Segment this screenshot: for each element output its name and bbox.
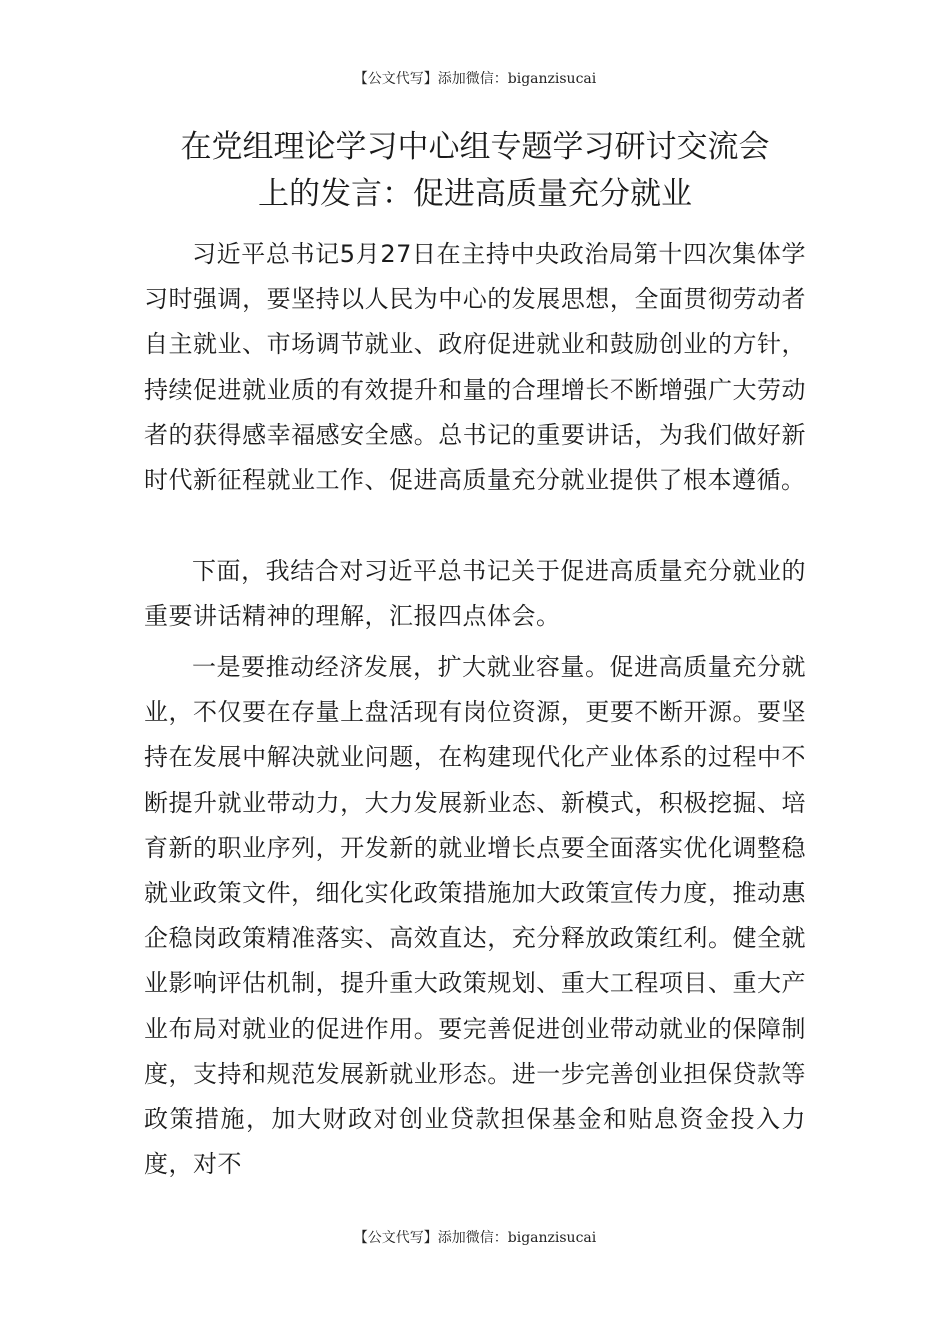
- body-paragraph-3: [144, 645, 806, 1187]
- header-watermark-note: 【公文代写】添加微信：biganzisucai: [353, 71, 597, 87]
- title-line-2: 上的发言：促进高质量充分就业: [258, 176, 692, 212]
- document-title: [110, 124, 840, 218]
- body-paragraph-2: [144, 549, 806, 639]
- paragraph-text: 下面，我结合对习近平总书记关于促进高质量充分就业的重要讲话精神的理解，汇报四点体会。: [144, 557, 806, 631]
- title-line-1: 在党组理论学习中心组专题学习研讨交流会: [180, 129, 770, 165]
- body-paragraph-1: [144, 232, 806, 503]
- paragraph-text: 习近平总书记5月27日在主持中央政治局第十四次集体学习时强调，要坚持以人民为中心的发展思想，全面贯彻劳动者自主就业、市场调节就业、政府促进就业和鼓励创业的方针，持续促进就业质的有效提升和量的合理增长不断增强广大劳动者的获得感幸福感安全感。总书记的重要讲话，为我们做好新时代新征程就业工作、促进高质量充分就业提供了根本遵循。: [144, 240, 806, 495]
- footer-watermark-note: 【公文代写】添加微信：biganzisucai: [353, 1230, 597, 1246]
- paragraph-text: 一是要推动经济发展，扩大就业容量。促进高质量充分就业，不仅要在存量上盘活现有岗位资源，更要不断开源。要坚持在发展中解决就业问题，在构建现代化产业体系的过程中不断提升就业带动力，大力发展新业态、新模式，积极挖掘、培育新的职业序列，开发新的就业增长点要全面落实优化调整稳就业政策文件，细化实化政策措施加大政策宣传力度，推动惠企稳岗政策精准落实、高效直达，充分释放政策红利。健全就业影响评估机制，提升重大政策规划、重大工程项目、重大产业布局对就业的促进作用。要完善促进创业带动就业的保障制度，支持和规范发展新就业形态。进一步完善创业担保贷款等政策措施，加大财政对创业贷款担保基金和贴息资金投入力度，对不: [144, 653, 806, 1179]
